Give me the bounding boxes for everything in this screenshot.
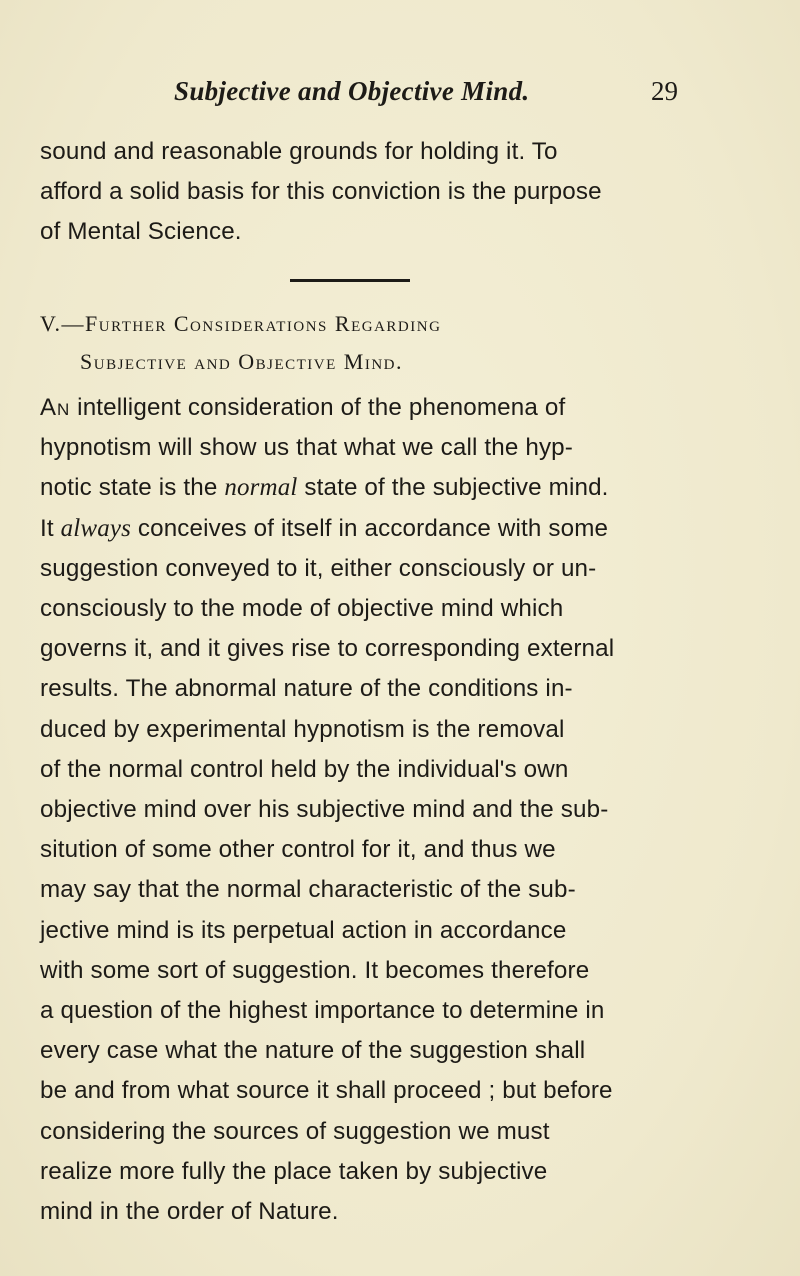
text-line: sound and reasonable grounds for holding it. To: [40, 138, 558, 165]
text-line: may say that the normal characteristic of the sub-: [40, 876, 576, 904]
emphasis-always: always: [60, 514, 131, 542]
text-line: a question of the highest importance to determine in: [40, 997, 605, 1025]
running-title: Subjective and Objective Mind.: [174, 76, 530, 106]
text-line: consciously to the mode of objective mind which: [40, 595, 564, 623]
paragraph-intro: [40, 132, 684, 253]
lead-word: An: [40, 394, 71, 421]
text-line: objective mind over his subjective mind and the sub-: [40, 796, 609, 824]
section-heading-line2: Subjective and Objective Mind.: [80, 349, 403, 374]
text-line: considering the sources of suggestion we must: [40, 1117, 550, 1145]
text-line: sitution of some other control for it, and thus we: [40, 836, 556, 864]
emphasis-normal: normal: [224, 474, 298, 502]
text-line: It always conceives of itself in accordance with some: [40, 514, 609, 542]
text-line: of the normal control held by the individual's own: [40, 755, 569, 783]
text-line: notic state is the normal state of the subjective mind.: [40, 474, 609, 502]
text-line: afford a solid basis for this conviction is the purpose: [40, 178, 602, 206]
text-line: An intelligent consideration of the phenomena of: [40, 394, 566, 421]
text-line: realize more fully the place taken by subjective: [40, 1157, 548, 1185]
text-line: governs it, and it gives rise to corresponding external: [40, 635, 615, 663]
paragraph-main: [40, 388, 684, 1232]
text-line: results. The abnormal nature of the conditions in-: [40, 675, 573, 703]
text-line: with some sort of suggestion. It becomes therefore: [40, 956, 590, 984]
text-line: of Mental Science.: [40, 218, 242, 246]
page-number: 29: [651, 76, 678, 106]
text-line: duced by experimental hypnotism is the removal: [40, 715, 565, 743]
section-divider: [290, 279, 410, 282]
text-line: jective mind is its perpetual action in accordance: [40, 916, 567, 944]
text-line: every case what the nature of the suggestion shall: [40, 1037, 586, 1065]
running-head: [138, 76, 678, 116]
text-line: suggestion conveyed to it, either consciously or un-: [40, 554, 597, 582]
section-heading-line1: V.—Further Considerations Regarding: [40, 311, 442, 336]
text-line: be and from what source it shall proceed ; but before: [40, 1077, 613, 1105]
text-line: mind in the order of Nature.: [40, 1198, 339, 1226]
text-line: hypnotism will show us that what we call the hyp-: [40, 434, 573, 462]
